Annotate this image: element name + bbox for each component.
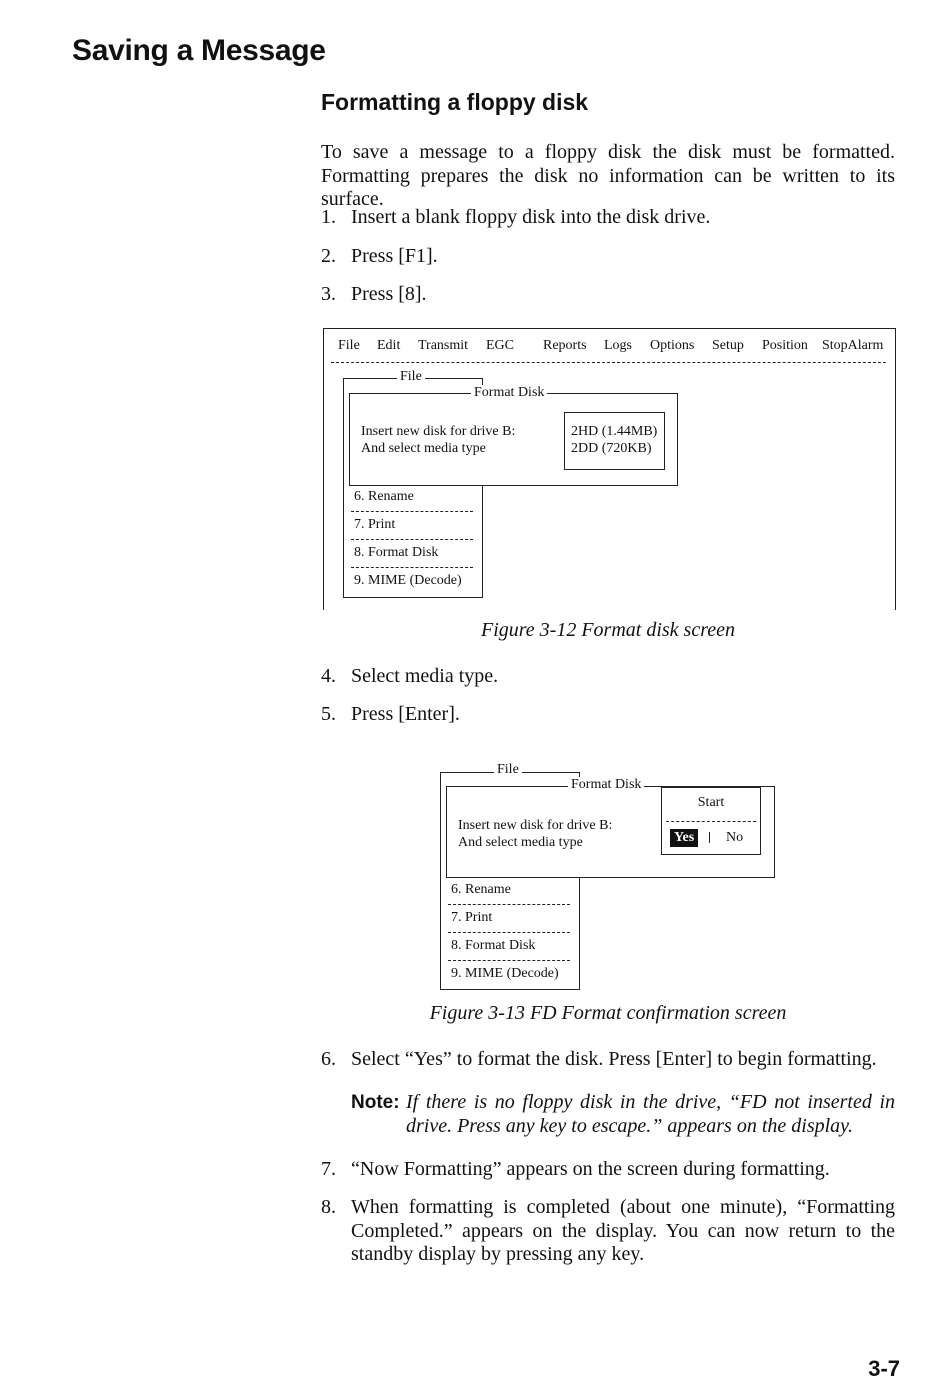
step-text: “Now Formatting” appears on the screen during formatting. <box>351 1158 830 1180</box>
step-8 <box>321 1196 895 1267</box>
intro-paragraph: To save a message to a floppy disk the disk must be formatted. Formatting prepares the disk no information can be written to its surface. <box>321 141 895 210</box>
option-separator <box>709 832 710 843</box>
no-button[interactable]: No <box>726 830 744 845</box>
step-number: 7. <box>321 1158 336 1180</box>
yes-button[interactable]: Yes <box>670 829 698 847</box>
menu-reports[interactable]: Reports <box>543 338 587 353</box>
item-divider <box>351 567 473 568</box>
format-disk-dialog-title: Format Disk <box>471 385 547 401</box>
page-title: Saving a Message <box>72 34 326 67</box>
note-label: Note: <box>351 1092 400 1113</box>
menu-item-rename[interactable]: 6. Rename <box>354 489 414 504</box>
step-number: 1. <box>321 206 336 228</box>
step-number: 4. <box>321 665 336 687</box>
menu-divider <box>331 362 886 363</box>
step-2 <box>321 245 895 269</box>
step-number: 6. <box>321 1048 336 1070</box>
menu-item-print[interactable]: 7. Print <box>451 910 493 925</box>
file-menu-title: File <box>494 762 522 778</box>
figure-caption: Figure 3-12 Format disk screen <box>480 619 736 641</box>
figure-caption: Figure 3-13 FD Format confirmation screen <box>429 1002 787 1024</box>
menu-edit[interactable]: Edit <box>377 338 401 353</box>
figure-format-confirmation-screen <box>430 760 780 995</box>
dialog-message-1: Insert new disk for drive B: <box>361 424 516 439</box>
step-4 <box>321 665 895 689</box>
menu-setup[interactable]: Setup <box>712 338 744 353</box>
step-5 <box>321 703 895 727</box>
item-divider <box>448 904 570 905</box>
file-menu-title: File <box>397 369 425 385</box>
section-title: Formatting a floppy disk <box>321 89 589 115</box>
menu-item-format-disk[interactable]: 8. Format Disk <box>354 545 439 560</box>
step-text: Select “Yes” to format the disk. Press [Enter] to begin formatting. <box>351 1048 877 1070</box>
menu-item-mime-decode[interactable]: 9. MIME (Decode) <box>451 966 559 981</box>
start-label: Start <box>697 795 725 810</box>
step-number: 2. <box>321 245 336 267</box>
note-text: If there is no floppy disk in the drive, “FD not inserted in drive. Press any key to escape.” appears on the display. <box>406 1091 895 1137</box>
note <box>351 1091 895 1138</box>
start-divider <box>666 821 756 822</box>
step-6 <box>321 1048 895 1072</box>
item-divider <box>351 539 473 540</box>
item-divider <box>448 932 570 933</box>
menu-item-mime-decode[interactable]: 9. MIME (Decode) <box>354 573 462 588</box>
format-disk-dialog-title: Format Disk <box>568 777 644 793</box>
menu-position[interactable]: Position <box>762 338 808 353</box>
dialog-message-1: Insert new disk for drive B: <box>458 818 613 833</box>
dialog-message-2: And select media type <box>361 441 486 456</box>
step-1 <box>321 206 895 230</box>
figure-format-disk-screen <box>323 328 896 610</box>
menu-item-format-disk[interactable]: 8. Format Disk <box>451 938 536 953</box>
media-option-2hd[interactable]: 2HD (1.44MB) <box>571 424 658 439</box>
menu-file[interactable]: File <box>338 338 360 353</box>
menu-item-print[interactable]: 7. Print <box>354 517 396 532</box>
step-3 <box>321 283 895 307</box>
step-text: Insert a blank floppy disk into the disk drive. <box>351 206 711 228</box>
step-text: Press [F1]. <box>351 245 438 267</box>
item-divider <box>448 960 570 961</box>
dialog-message-2: And select media type <box>458 835 583 850</box>
step-text: When formatting is completed (about one minute), “Formatting Completed.” appears on the display. You can now return to the standby display by pressing any key. <box>351 1196 895 1265</box>
step-number: 5. <box>321 703 336 725</box>
item-divider <box>351 511 473 512</box>
step-text: Select media type. <box>351 665 499 687</box>
media-option-2dd[interactable]: 2DD (720KB) <box>571 441 652 456</box>
menu-egc[interactable]: EGC <box>486 338 514 353</box>
step-text: Press [Enter]. <box>351 703 460 725</box>
step-text: Press [8]. <box>351 283 427 305</box>
menu-stopalarm[interactable]: StopAlarm <box>822 338 884 353</box>
menu-item-rename[interactable]: 6. Rename <box>451 882 511 897</box>
menu-logs[interactable]: Logs <box>604 338 632 353</box>
step-number: 8. <box>321 1196 336 1218</box>
step-number: 3. <box>321 283 336 305</box>
page-number: 3-7 <box>868 1356 900 1381</box>
menu-transmit[interactable]: Transmit <box>418 338 469 353</box>
menu-options[interactable]: Options <box>650 338 695 353</box>
step-7 <box>321 1158 895 1182</box>
